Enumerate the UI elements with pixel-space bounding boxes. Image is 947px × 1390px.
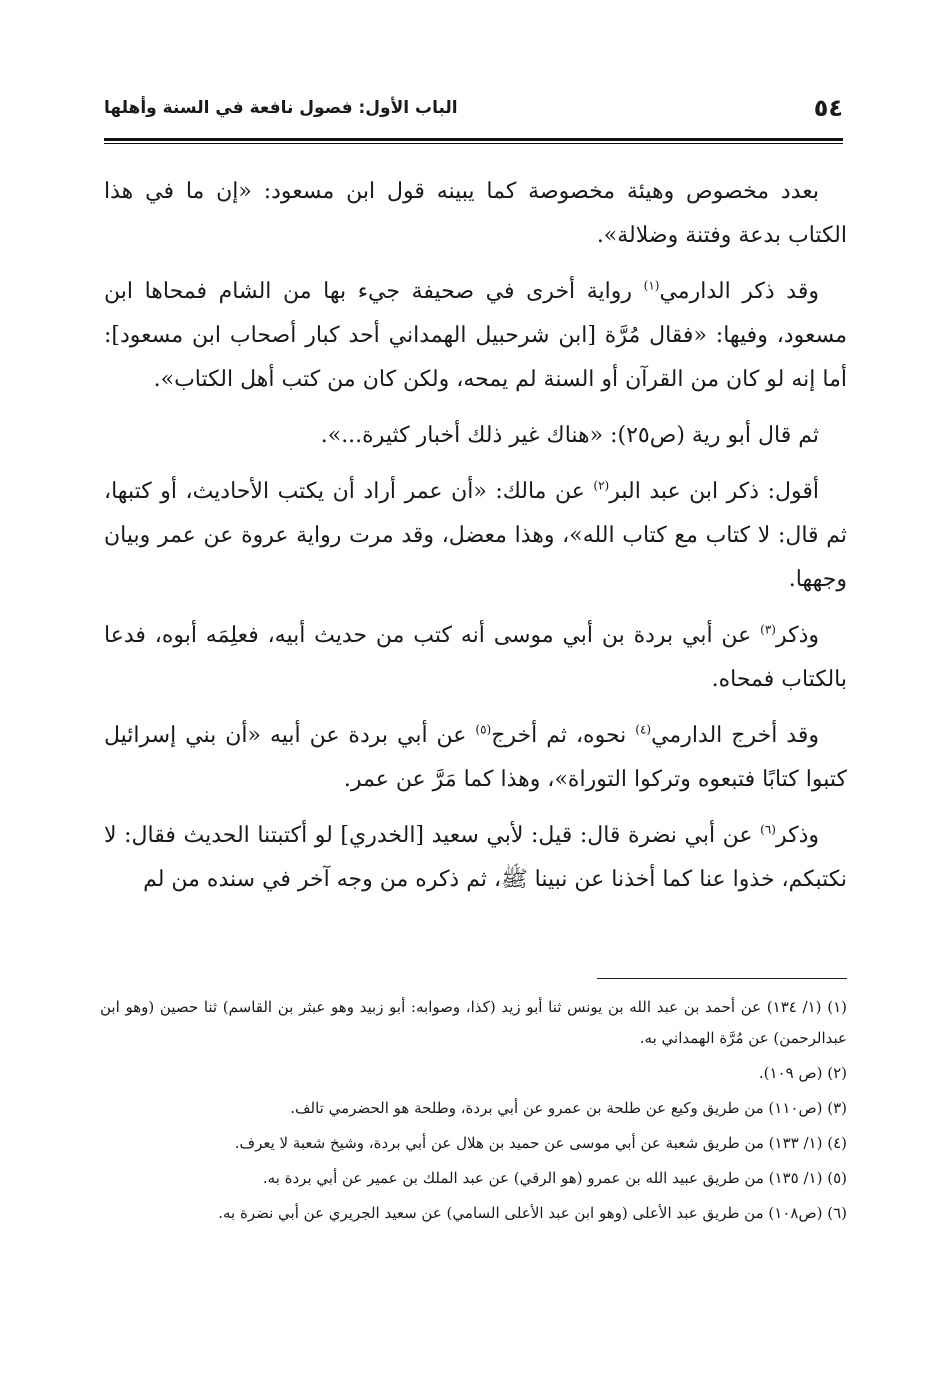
footnotes xyxy=(100,992,847,1233)
footnote-number: (٥) xyxy=(827,1169,847,1187)
footnote-text: (١/ ١٣٣) من طريق شعبة عن أبي موسى عن حميد بن هلال عن أبي بردة، وشيخ شعبة لا يعرف. xyxy=(234,1134,823,1152)
footnote-number: (٢) xyxy=(827,1064,847,1082)
footnote-ref: (٤) xyxy=(635,722,652,737)
paragraph xyxy=(104,714,847,802)
footnote-text: (١/ ١٣٤) عن أحمد بن عبد الله بن يونس ثنا أبو زيد (كذا، وصوابه: أبو زبيد وهو عبثر بن القاسم) ثنا حصين (وهو ابن عبدالرحمن) عن مُرَّة الهمداني به. xyxy=(100,998,847,1047)
header-rule-thin xyxy=(104,143,843,144)
footnote-ref: (١) xyxy=(643,278,660,293)
footnote-text: (ص١٠٨) من طريق عبد الأعلى (وهو ابن عبد الأعلى السامي) عن سعيد الجريري عن أبي نضرة به. xyxy=(218,1204,823,1222)
paragraph-text: بعدد مخصوص وهيئة مخصوصة كما يبينه قول ابن مسعود: «إن ما في هذا الكتاب بدعة وفتنة وضلالة». xyxy=(104,179,847,248)
paragraph-text: عن أبي نضرة قال: قيل: لأبي سعيد [الخدري] لو أكتبتنا الحديث فقال: لا نكتبكم، خذوا عنا كما أخذنا عن نبينا ﷺ، ثم ذكره من وجه آخر في سنده من لم xyxy=(104,823,847,892)
footnote-number: (٦) xyxy=(827,1204,847,1222)
page-header xyxy=(104,92,843,132)
paragraph xyxy=(104,614,847,702)
paragraph-text: وقد ذكر الدارمي xyxy=(659,279,819,304)
footnote xyxy=(100,992,847,1054)
footnote xyxy=(100,1058,847,1089)
footnote xyxy=(100,1163,847,1194)
paragraph-text: أقول: ذكر ابن عبد البر xyxy=(609,479,819,504)
footnote-ref: (٢) xyxy=(593,478,610,493)
footnote-ref: (٦) xyxy=(760,822,776,837)
paragraph xyxy=(104,170,847,258)
footnote-number: (٤) xyxy=(827,1134,847,1152)
footnote xyxy=(100,1128,847,1159)
footnote-text: (ص١١٠) من طريق وكيع عن طلحة بن عمرو عن أبي بردة، وطلحة هو الحضرمي تالف. xyxy=(290,1099,823,1117)
paragraph-text: نحوه، ثم أخرج xyxy=(491,723,636,748)
paragraph-text: عن مالك: «أن عمر أراد أن يكتب الأحاديث، أو كتبها، ثم قال: لا كتاب مع كتاب الله»، وهذا معضل، وقد مرت رواية عروة عن عمر وبيان وجهها. xyxy=(104,479,847,592)
paragraph-text: وذكر xyxy=(775,623,820,648)
paragraph xyxy=(104,270,847,402)
paragraph xyxy=(104,470,847,602)
paragraph-text: رواية أخرى في صحيفة جيء بها من الشام فمحاها ابن مسعود، وفيها: «فقال مُرَّة [ابن شرحبيل الهمداني أحد كبار أصحاب ابن مسعود]: أما إنه لو كان من القرآن أو السنة لم يمحه، ولكن كان من كتب أهل الكتاب». xyxy=(104,279,847,392)
paragraph-text: وقد أخرج الدارمي xyxy=(651,723,819,748)
footnote-ref: (٣) xyxy=(760,622,776,637)
paragraph-text: ثم قال أبو رية (ص٢٥): «هناك غير ذلك أخبار كثيرة...». xyxy=(320,423,819,448)
footnote-text: (١/ ١٣٥) من طريق عبيد الله بن عمرو (هو الرقي) عن عبد الملك بن عمير عن أبي بردة به. xyxy=(262,1169,823,1187)
paragraph-text: عن أبي بردة بن أبي موسى أنه كتب من حديث أبيه، فعلِمَه أبوه، فدعا بالكتاب فمحاه. xyxy=(104,623,847,692)
footnote xyxy=(100,1198,847,1229)
footnote-separator xyxy=(597,978,847,979)
footnote xyxy=(100,1093,847,1124)
footnote-number: (١) xyxy=(827,998,847,1016)
paragraph-text: وذكر xyxy=(775,823,819,848)
page-number: ٥٤ xyxy=(813,94,843,122)
footnote-text: (ص ١٠٩). xyxy=(758,1064,823,1082)
main-text xyxy=(104,170,847,914)
running-title: الباب الأول: فصول نافعة في السنة وأهلها xyxy=(104,98,458,118)
header-rule-thick xyxy=(104,138,843,141)
footnote-number: (٣) xyxy=(827,1099,847,1117)
footnote-ref: (٥) xyxy=(475,722,492,737)
paragraph-text: عن أبي بردة عن أبيه «أن بني إسرائيل كتبوا كتابًا فتبعوه وتركوا التوراة»، وهذا كما مَرَّ عن عمر. xyxy=(104,723,847,792)
paragraph xyxy=(104,414,847,458)
paragraph xyxy=(104,814,847,902)
